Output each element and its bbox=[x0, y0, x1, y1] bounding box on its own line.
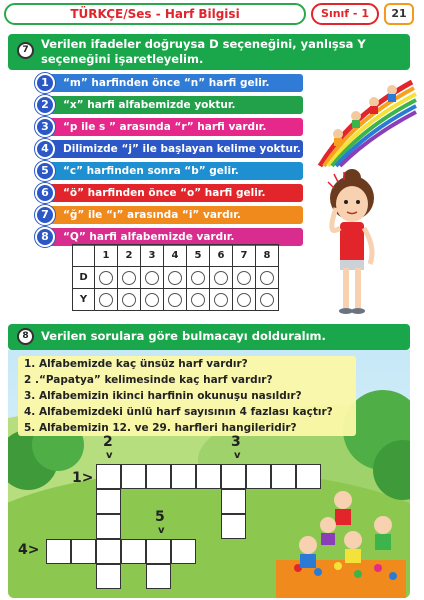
radio-circle[interactable] bbox=[191, 271, 205, 285]
radio-circle[interactable] bbox=[168, 293, 182, 307]
answer-table bbox=[72, 244, 279, 311]
answer-cell[interactable] bbox=[210, 289, 233, 311]
statement-text: “c” harfinden sonra “b” gelir. bbox=[47, 162, 303, 180]
crossword-cell[interactable] bbox=[221, 464, 246, 489]
crossword-cell[interactable] bbox=[71, 539, 96, 564]
row-label-d: D bbox=[73, 267, 95, 289]
statement-number: 8 bbox=[35, 227, 55, 247]
answer-cell[interactable] bbox=[164, 289, 187, 311]
row-label-y: Y bbox=[73, 289, 95, 311]
column-header: 1 bbox=[95, 245, 118, 267]
crossword-cell[interactable] bbox=[171, 464, 196, 489]
thinking-girl-illustration bbox=[316, 168, 388, 318]
radio-circle[interactable] bbox=[122, 271, 136, 285]
answer-cell[interactable] bbox=[95, 267, 118, 289]
radio-circle[interactable] bbox=[191, 293, 205, 307]
answer-cell[interactable] bbox=[118, 289, 141, 311]
answer-cell[interactable] bbox=[187, 289, 210, 311]
clue-3-arrow-icon: v bbox=[234, 450, 241, 461]
statement-number: 2 bbox=[35, 95, 55, 115]
radio-circle[interactable] bbox=[122, 293, 136, 307]
radio-circle[interactable] bbox=[99, 271, 113, 285]
crossword-cell[interactable] bbox=[171, 539, 196, 564]
radio-circle[interactable] bbox=[168, 271, 182, 285]
statement-text: “Q” harfi alfabemizde vardır. bbox=[47, 228, 303, 246]
statement-list bbox=[35, 70, 303, 246]
table-corner bbox=[73, 245, 95, 267]
question-5: 5. Alfabemizin 12. ve 29. harfleri hangileridir? bbox=[24, 422, 297, 434]
question-1: 1. Alfabemizde kaç ünsüz harf vardır? bbox=[24, 358, 248, 370]
answer-cell[interactable] bbox=[141, 289, 164, 311]
crossword-cell[interactable] bbox=[121, 539, 146, 564]
crossword-cell[interactable] bbox=[221, 514, 246, 539]
page-number: 21 bbox=[391, 7, 407, 20]
column-header: 5 bbox=[187, 245, 210, 267]
crossword-cell[interactable] bbox=[96, 564, 121, 589]
clue-1-label: 1> bbox=[72, 470, 94, 486]
crossword-questions bbox=[24, 356, 360, 436]
clue-3-label: 3 bbox=[231, 434, 241, 450]
statement-text: “ö” harfinden önce “o” harfi gelir. bbox=[47, 184, 303, 202]
section-8-header bbox=[8, 324, 410, 350]
answer-cell[interactable] bbox=[187, 267, 210, 289]
section-7-number: 7 bbox=[17, 42, 34, 59]
section-8-number: 8 bbox=[17, 328, 34, 345]
radio-circle[interactable] bbox=[145, 293, 159, 307]
section-7-header bbox=[8, 34, 410, 70]
radio-circle[interactable] bbox=[237, 293, 251, 307]
answer-cell[interactable] bbox=[141, 267, 164, 289]
grade-box bbox=[311, 3, 379, 25]
crossword-cell[interactable] bbox=[46, 539, 71, 564]
crossword-cell[interactable] bbox=[246, 464, 271, 489]
radio-circle[interactable] bbox=[214, 293, 228, 307]
column-header: 4 bbox=[164, 245, 187, 267]
crossword-cell[interactable] bbox=[146, 564, 171, 589]
crossword-cell[interactable] bbox=[96, 489, 121, 514]
answer-cell[interactable] bbox=[95, 289, 118, 311]
radio-circle[interactable] bbox=[237, 271, 251, 285]
clue-4-label: 4> bbox=[18, 542, 40, 558]
statement-text: “m” harfinden önce “n” harfi gelir. bbox=[47, 74, 303, 92]
statement-item bbox=[35, 184, 303, 202]
section-7-instruction: Verilen ifadeler doğruysa D seçeneğini, yanlışsa Y seçeneğini işaretleyelim. bbox=[41, 37, 366, 66]
question-3: 3. Alfabemizin ikinci harfinin okunuşu nasıldır? bbox=[24, 390, 302, 402]
page-title: TÜRKÇE/Ses - Harf Bilgisi bbox=[70, 7, 240, 21]
radio-circle[interactable] bbox=[214, 271, 228, 285]
radio-circle[interactable] bbox=[99, 293, 113, 307]
crossword-cell[interactable] bbox=[296, 464, 321, 489]
crossword-cell[interactable] bbox=[96, 464, 121, 489]
statement-item bbox=[35, 118, 303, 136]
slide-illustration bbox=[300, 76, 418, 168]
answer-cell[interactable] bbox=[118, 267, 141, 289]
statement-text: “p ile s ” arasında “r” harfi vardır. bbox=[47, 118, 303, 136]
statement-item bbox=[35, 96, 303, 114]
answer-cell[interactable] bbox=[164, 267, 187, 289]
radio-circle[interactable] bbox=[260, 271, 274, 285]
statement-number: 6 bbox=[35, 183, 55, 203]
statement-item bbox=[35, 162, 303, 180]
statement-text: “ğ” ile “ı” arasında “i” vardır. bbox=[47, 206, 303, 224]
clue-2-arrow-icon: v bbox=[106, 450, 113, 461]
answer-cell[interactable] bbox=[233, 267, 256, 289]
answer-cell[interactable] bbox=[233, 289, 256, 311]
statement-text: Dilimizde “j” ile başlayan kelime yoktur. bbox=[47, 140, 303, 158]
column-header: 3 bbox=[141, 245, 164, 267]
column-header: 6 bbox=[210, 245, 233, 267]
radio-circle[interactable] bbox=[145, 271, 159, 285]
crossword-cell[interactable] bbox=[121, 464, 146, 489]
statement-number: 4 bbox=[35, 139, 55, 159]
grade-label: Sınıf - 1 bbox=[321, 7, 369, 20]
crossword-cell[interactable] bbox=[96, 539, 121, 564]
column-header: 8 bbox=[256, 245, 279, 267]
page-number-box bbox=[384, 3, 414, 25]
answer-cell[interactable] bbox=[210, 267, 233, 289]
clue-2-label: 2 bbox=[103, 434, 113, 450]
answer-cell[interactable] bbox=[256, 267, 279, 289]
column-header: 2 bbox=[118, 245, 141, 267]
crossword-cell[interactable] bbox=[146, 539, 171, 564]
statement-item bbox=[35, 206, 303, 224]
question-4: 4. Alfabemizdeki ünlü harf sayısının 4 fazlası kaçtır? bbox=[24, 406, 333, 418]
question-2: 2 .“Papatya” kelimesinde kaç harf vardır? bbox=[24, 374, 273, 386]
clue-5-label: 5 bbox=[155, 509, 165, 525]
crossword-cell[interactable] bbox=[196, 464, 221, 489]
statement-text: “x” harfi alfabemizde yoktur. bbox=[47, 96, 303, 114]
statement-item bbox=[35, 74, 303, 92]
clue-5-arrow-icon: v bbox=[158, 525, 165, 536]
answer-cell[interactable] bbox=[256, 289, 279, 311]
crossword-cell[interactable] bbox=[221, 489, 246, 514]
statement-number: 3 bbox=[35, 117, 55, 137]
column-header: 7 bbox=[233, 245, 256, 267]
radio-circle[interactable] bbox=[260, 293, 274, 307]
statement-number: 5 bbox=[35, 161, 55, 181]
crossword-cell[interactable] bbox=[146, 464, 171, 489]
header-title-box bbox=[4, 3, 306, 25]
crossword-cell[interactable] bbox=[96, 514, 121, 539]
statement-number: 7 bbox=[35, 205, 55, 225]
section-8-instruction: Verilen sorulara göre bulmacayı dolduralım. bbox=[41, 329, 326, 343]
crossword-cell[interactable] bbox=[271, 464, 296, 489]
statement-number: 1 bbox=[35, 73, 55, 93]
statement-item bbox=[35, 140, 303, 158]
